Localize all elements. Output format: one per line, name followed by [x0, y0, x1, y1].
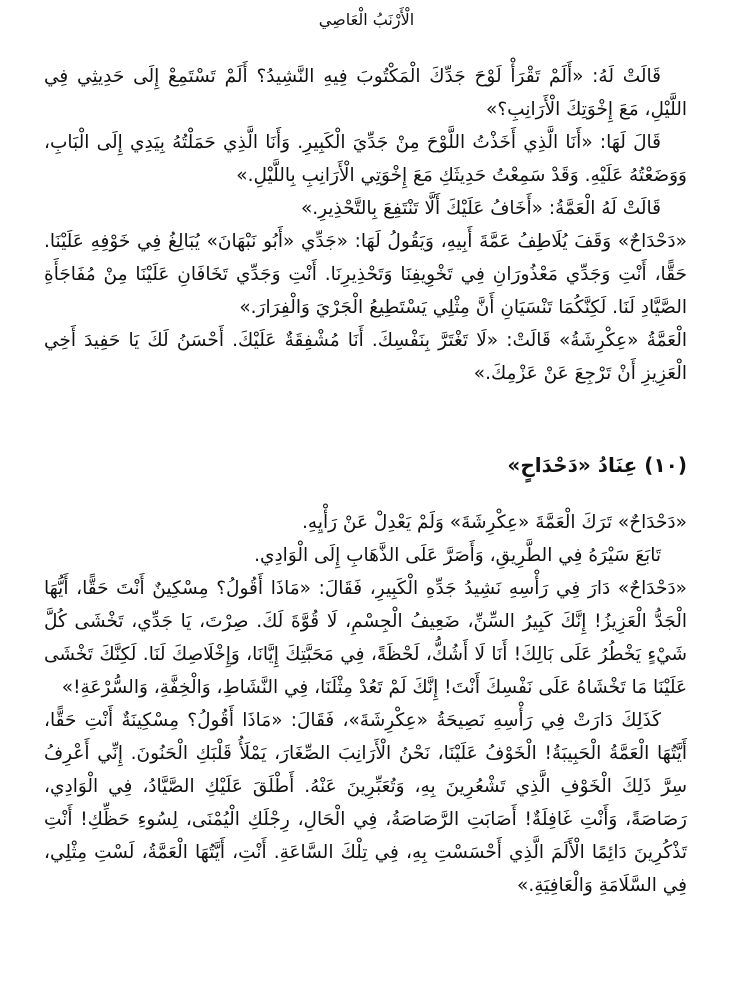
paragraph: «دَحْدَاحٌ» تَرَكَ الْعَمَّةَ «عِكْرِشَةَ» وَلَمْ يَعْدِلْ عَنْ رَأْيِهِ. — [302, 512, 687, 533]
section-title: (١٠) عِنَادُ «دَحْدَاحٍ» — [507, 453, 687, 477]
paragraph: تَابَعَ سَيْرَهُ فِي الطَّرِيقِ، وَأَصَرَّ عَلَى الذَّهَابِ إِلَى الْوَادِي. — [254, 545, 661, 566]
paragraph: الْعَمَّةُ «عِكْرِشَةُ» قَالَتْ: «لَا تَغْتَرَّ بِنَفْسِكَ. أَنَا مُشْفِقَةٌ عَلَيْكَ. أَحْسَنُ لَكَ يَا حَفِيدَ أَخِي الْعَزِيزِ أَنْ تَرْجِعَ عَنْ عَزْمِكَ.» — [44, 330, 687, 384]
running-header: الْأَرْنَبُ الْعَاصِي — [318, 10, 415, 29]
paragraph: كَذَلِكَ دَارَتْ فِي رَأْسِهِ نَصِيحَةُ «عِكْرِشَةَ»، فَقَالَ: «مَاذَا أَقُولُ؟ مِسْكِينَةٌ أَنْتِ حَقًّا، أَيَّتُهَا الْعَمَّةُ الْحَبِيبَةُ! الْخَوْفُ عَلَيْنَا، نَحْنُ الْأَرَانِبَ الصِّغَارَ، يَمْلَأُ قَلْبَكِ الْحَنُونَ. إِنِّي أَعْرِفُ سِرَّ ذَلِكَ الْخَوْفِ الَّذِي تَشْعُرِينَ بِهِ، وَتُعَبِّرِينَ عَنْهُ. أَطْلَقَ عَلَيْكِ الصَّيَّادُ، فِي الْوَادِي، رَصَاصَةً، وَأَنْتِ غَافِلَةٌ! أَصَابَتِ الرَّصَاصَةُ، فِي الْحَالِ، رِجْلَكِ الْيُمْنَى، لِسُوءِ حَظِّكِ! أَنْتِ تَذْكُرِينَ دَائِمًا الْأَلَمَ الَّذِي أَحْسَسْتِ بِهِ، فِي تِلْكَ السَّاعَةِ. أَنْتِ، أَيَّتُهَا الْعَمَّةُ، لَسْتِ مِثْلِي، فِي السَّلَامَةِ وَالْعَافِيَةِ.» — [44, 710, 687, 896]
paragraph: قَالَ لَهَا: «أَنَا الَّذِي أَخَذْتُ اللَّوْحَ مِنْ جَدِّيَ الْكَبِيرِ. وَأَنَا الَّذِي حَمَلْتُهُ بِيَدِي إِلَى الْبَابِ، وَوَضَعْتُهُ عَلَيْهِ. وَقَدْ سَمِعْتُ حَدِيثَكِ مَعَ إِخْوَتِي الْأَرَانِبِ بِاللَّيْلِ.» — [44, 132, 687, 186]
dialogue-block — [44, 60, 687, 390]
narrative-block — [44, 506, 687, 902]
paragraph: «دَحْدَاحٌ» وَقَفَ يُلَاطِفُ عَمَّةَ أَبِيهِ، وَيَقُولُ لَهَا: «جَدِّي «أَبُو نَبْهَانَ» يُبَالِغُ فِي خَوْفِهِ عَلَيْنَا. حَقًّا، أَنْتِ وَجَدِّي مَعْذُورَانِ فِي تَخْوِيفِنَا وَتَحْذِيرِنَا. أَنْتِ وَجَدِّي تَخَافَانِ عَلَيْنَا مِنْ مُفَاجَأَةِ الصَّيَّادِ لَنَا. لَكِنَّكُمَا تَنْسَيَانِ أَنَّ مِثْلِي يَسْتَطِيعُ الْجَرْيَ وَالْفِرَارَ.» — [44, 231, 687, 318]
paragraph: «دَحْدَاحٌ» دَارَ فِي رَأْسِهِ نَشِيدُ جَدِّهِ الْكَبِيرِ، فَقَالَ: «مَاذَا أَقُولُ؟ مِسْكِينٌ أَنْتَ حَقًّا، أَيُّهَا الْجَدُّ الْعَزِيزُ! إِنَّكَ كَبِيرُ السِّنِّ، ضَعِيفُ الْجِسْمِ، لَا قُوَّةَ لَكَ. صِرْتَ، يَا جَدِّي، تَخْشَى كُلَّ شَيْءٍ يَخْطُرُ عَلَى بَالِكَ! أَنَا لَا أَشُكُّ، لَحْظَةً، فِي مَحَبَّتِكَ إِيَّانَا، وَإِخْلَاصِكَ لَنَا. لَكِنَّكَ تَخْشَى عَلَيْنَا مَا تَخْشَاهُ عَلَى نَفْسِكَ أَنْتَ! إِنَّكَ لَمْ تَعُدْ مِثْلَنَا، فِي النَّشَاطِ، وَالْخِفَّةِ، وَالسُّرْعَةِ!» — [44, 578, 687, 698]
paragraph: قَالَتْ لَهُ الْعَمَّةُ: «أَخَافُ عَلَيْكَ أَلَّا تَنْتَفِعَ بِالتَّحْذِيرِ.» — [300, 198, 661, 219]
paragraph: قَالَتْ لَهُ: «أَلَمْ تَقْرَأْ لَوْحَ جَدِّكَ الْمَكْتُوبَ فِيهِ النَّشِيدُ؟ أَلَمْ تَسْتَمِعْ إِلَى حَدِيثِي فِي اللَّيْلِ، مَعَ إِخْوَتِكَ الْأَرَانِبِ؟» — [44, 66, 687, 120]
